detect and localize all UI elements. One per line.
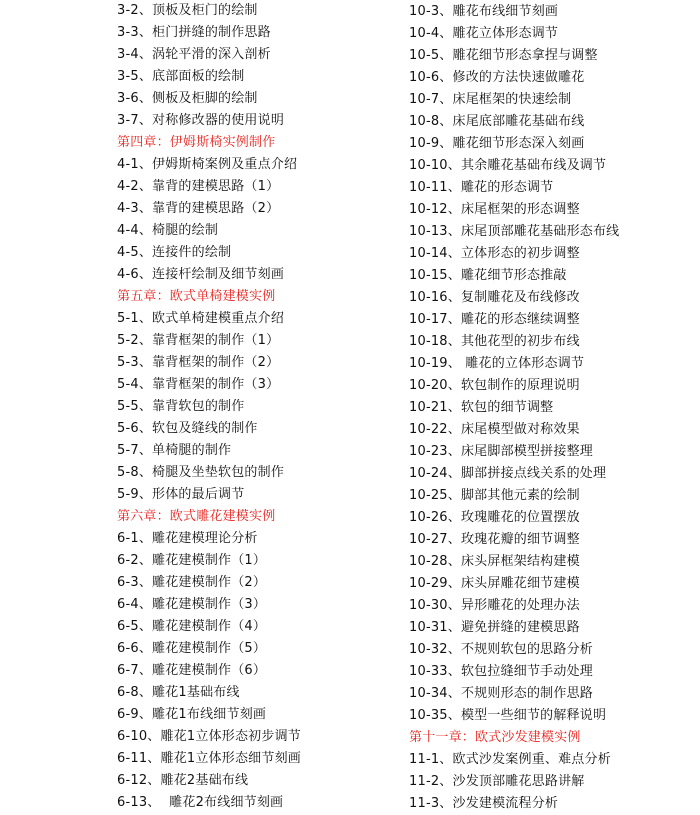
toc-item: 3-3、柜门拼缝的制作思路 [117, 25, 271, 40]
toc-item: 10-14、立体形态的初步调整 [409, 246, 580, 261]
toc-item: 6-1、雕花建模理论分析 [117, 531, 258, 546]
toc-item: 10-29、床头屏雕花细节建模 [409, 576, 580, 591]
toc-item: 5-7、单椅腿的制作 [117, 443, 232, 458]
toc-item: 6-12、雕花2基础布线 [117, 773, 249, 788]
chapter-heading: 第四章：伊姆斯椅实例制作 [117, 135, 276, 150]
toc-item: 10-6、修改的方法快速做雕花 [409, 70, 585, 85]
toc-item: 11-1、欧式沙发案例重、难点分析 [409, 752, 611, 767]
toc-item: 6-8、雕花1基础布线 [117, 685, 240, 700]
toc-item: 6-9、雕花1布线细节刻画 [117, 707, 267, 722]
toc-right-column [409, 1, 619, 815]
toc-item: 10-21、软包的细节调整 [409, 400, 554, 415]
toc-item: 4-5、连接件的绘制 [117, 245, 232, 260]
toc-item: 10-5、雕花细节形态拿捏与调整 [409, 48, 598, 63]
toc-item: 4-6、连接杆绘制及细节刻画 [117, 267, 285, 282]
toc-item: 10-7、床尾框架的快速绘制 [409, 92, 572, 107]
toc-item: 5-9、形体的最后调节 [117, 487, 245, 502]
toc-item: 4-1、伊姆斯椅案例及重点介绍 [117, 157, 298, 172]
toc-item: 10-17、雕花的形态继续调整 [409, 312, 580, 327]
toc-item: 4-3、靠背的建模思路（2） [117, 201, 280, 216]
toc-item: 10-33、软包拉缝细节手动处理 [409, 664, 593, 679]
toc-item: 5-8、椅腿及坐垫软包的制作 [117, 465, 285, 480]
toc-left-column [117, 0, 301, 814]
toc-item: 4-4、椅腿的绘制 [117, 223, 219, 238]
toc-item: 10-26、玫瑰雕花的位置摆放 [409, 510, 580, 525]
toc-item: 10-27、玫瑰花瓣的细节调整 [409, 532, 580, 547]
toc-item: 10-35、模型一些细节的解释说明 [409, 708, 607, 723]
toc-item: 6-5、雕花建模制作（4） [117, 619, 267, 634]
toc-item: 6-4、雕花建模制作（3） [117, 597, 267, 612]
toc-item: 6-6、雕花建模制作（5） [117, 641, 267, 656]
toc-item: 10-30、异形雕花的处理办法 [409, 598, 580, 613]
toc-item: 11-2、沙发顶部雕花思路讲解 [409, 774, 585, 789]
toc-item: 10-10、其余雕花基础布线及调节 [409, 158, 607, 173]
toc-item: 10-22、床尾模型做对称效果 [409, 422, 580, 437]
toc-item: 3-5、底部面板的绘制 [117, 69, 245, 84]
toc-item: 10-32、不规则软包的思路分析 [409, 642, 593, 657]
toc-item: 5-5、靠背软包的制作 [117, 399, 245, 414]
toc-item: 10-31、避免拼缝的建模思路 [409, 620, 580, 635]
toc-item: 10-12、床尾框架的形态调整 [409, 202, 580, 217]
toc-item: 10-25、脚部其他元素的绘制 [409, 488, 580, 503]
toc-item: 6-10、雕花1立体形态初步调节 [117, 729, 301, 744]
chapter-heading: 第六章：欧式雕花建模实例 [117, 509, 276, 524]
toc-item: 10-4、雕花立体形态调节 [409, 26, 559, 41]
toc-item: 10-19、 雕花的立体形态调节 [409, 356, 585, 371]
toc-item: 10-28、床头屏框架结构建模 [409, 554, 580, 569]
toc-item: 5-3、靠背框架的制作（2） [117, 355, 280, 370]
toc-item: 10-15、雕花细节形态推敲 [409, 268, 567, 283]
toc-item: 11-3、沙发建模流程分析 [409, 796, 559, 811]
toc-item: 10-24、脚部拼接点线关系的处理 [409, 466, 607, 481]
chapter-heading: 第五章：欧式单椅建模实例 [117, 289, 276, 304]
toc-item: 10-16、复制雕花及布线修改 [409, 290, 580, 305]
toc-item: 5-6、软包及缝线的制作 [117, 421, 258, 436]
toc-item: 10-23、床尾脚部模型拼接整理 [409, 444, 593, 459]
toc-item: 6-11、雕花1立体形态细节刻画 [117, 751, 301, 766]
toc-item: 4-2、靠背的建模思路（1） [117, 179, 280, 194]
toc-item: 10-9、雕花细节形态深入刻画 [409, 136, 585, 151]
toc-item: 3-7、对称修改器的使用说明 [117, 113, 285, 128]
toc-item: 10-8、床尾底部雕花基础布线 [409, 114, 585, 129]
toc-item: 3-2、顶板及柜门的绘制 [117, 3, 258, 18]
toc-item: 6-7、雕花建模制作（6） [117, 663, 267, 678]
toc-item: 3-6、侧板及柜脚的绘制 [117, 91, 258, 106]
toc-item: 10-13、床尾顶部雕花基础形态布线 [409, 224, 620, 239]
toc-item: 10-11、雕花的形态调节 [409, 180, 554, 195]
toc-item: 10-20、软包制作的原理说明 [409, 378, 580, 393]
toc-item: 6-3、雕花建模制作（2） [117, 575, 267, 590]
toc-item: 6-2、雕花建模制作（1） [117, 553, 267, 568]
toc-item: 10-3、雕花布线细节刻画 [409, 4, 559, 19]
chapter-heading: 第十一章：欧式沙发建模实例 [409, 730, 581, 745]
toc-item: 5-2、靠背框架的制作（1） [117, 333, 280, 348]
toc-item: 10-18、其他花型的初步布线 [409, 334, 580, 349]
toc-item: 10-34、不规则形态的制作思路 [409, 686, 593, 701]
toc-item: 6-13、 雕花2布线细节刻画 [117, 795, 284, 810]
toc-item: 3-4、涡轮平滑的深入剖析 [117, 47, 271, 62]
toc-item: 5-1、欧式单椅建模重点介绍 [117, 311, 285, 326]
toc-item: 5-4、靠背框架的制作（3） [117, 377, 280, 392]
